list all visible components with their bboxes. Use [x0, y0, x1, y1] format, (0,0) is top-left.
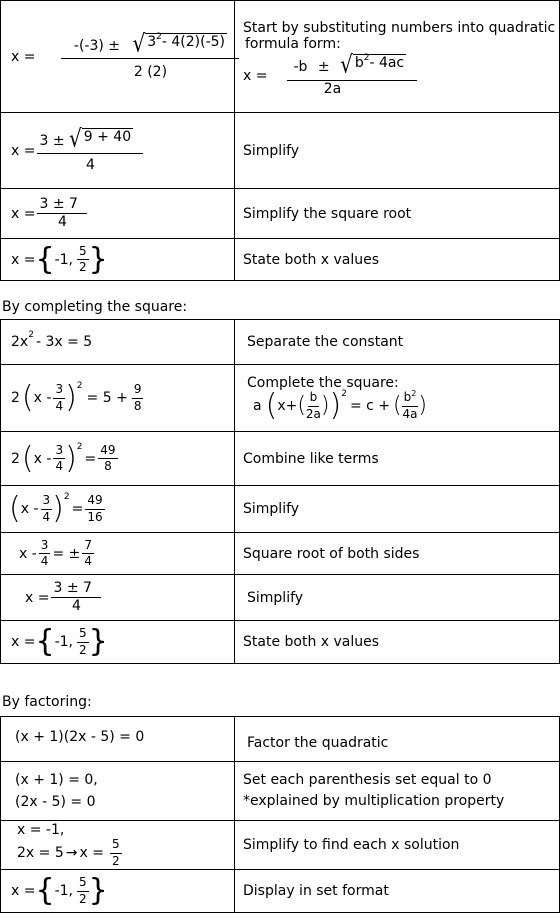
- description-cell: State both x values: [235, 239, 560, 281]
- description-cell: Separate the constant: [235, 320, 560, 365]
- description-cell: Simplify: [235, 113, 560, 189]
- description-text: Set each parenthesis set equal to 0: [243, 772, 492, 788]
- section-heading: By factoring:: [2, 694, 92, 710]
- math-cell: (x + 1) = 0, (2x - 5) = 0: [1, 762, 235, 821]
- description-cell: Simplify: [235, 575, 560, 621]
- math-cell: x = { -1, $\frac{5}{2}$ }: [1, 870, 235, 913]
- table-row: [1, 1, 560, 113]
- table-row: [1, 113, 560, 189]
- table-row: [1, 365, 560, 432]
- description-text: formula form:: [245, 36, 341, 53]
- description-cell: Simplify: [235, 486, 560, 533]
- description-cell: Simplify to find each x solution: [235, 821, 560, 870]
- description-cell: [235, 762, 560, 821]
- quadratic-fraction: -(-3) ± √ $3^2-$ 4(2)(-5) 2 (2): [61, 33, 239, 81]
- table-row: [1, 189, 560, 239]
- math-cell: x = $\frac{3 \pm 7}{4}$: [1, 189, 235, 239]
- table-row: [1, 486, 560, 533]
- table-row: [1, 533, 560, 575]
- math-cell: x = 3 ± √ 9 + 40 4: [1, 113, 235, 189]
- description-cell: Factor the quadratic: [235, 717, 560, 762]
- description-cell: Display in set format: [235, 870, 560, 913]
- math-cell: x = $\frac{3 \pm 7}{4}$: [1, 575, 235, 621]
- math-cell: ( x - $\frac{3}{4}$ ) 2 = $\frac{49}{16}$: [1, 486, 235, 533]
- math-cell: 2 ( x - $\frac{3}{4}$ ) 2 = $\frac{49}{8}$: [1, 432, 235, 486]
- math-cell: (x + 1)(2x - 5) = 0: [1, 717, 235, 762]
- table-row: [1, 621, 560, 664]
- section-heading: By completing the square:: [2, 299, 188, 315]
- formula-reference: x = -b ± √ $b^2-$ 4ac 2a: [243, 54, 559, 97]
- factoring-table: [0, 716, 560, 913]
- description-text: Start by substituting numbers into quadratic: [243, 20, 556, 37]
- table-row: [1, 320, 560, 365]
- description-text: Complete the square:: [247, 375, 399, 391]
- math-cell: x = { -1, $\frac{5}{2}$ }: [1, 239, 235, 281]
- description-cell: Combine like terms: [235, 432, 560, 486]
- table-row: [1, 575, 560, 621]
- table-row: [1, 239, 560, 281]
- table-row: [1, 870, 560, 913]
- arrow-right-icon: →: [65, 845, 78, 861]
- description-cell: [235, 365, 560, 432]
- math-cell: x = -1, 2x = 5 → x = $\frac{5}{2}$: [1, 821, 235, 870]
- math-lhs: x =: [11, 48, 36, 65]
- table-row: [1, 432, 560, 486]
- table-row: [1, 717, 560, 762]
- description-cell: State both x values: [235, 621, 560, 664]
- description-cell: [235, 1, 560, 113]
- math-cell: 2 ( x - $\frac{3}{4}$ ) 2 = 5 + $\frac{9}{8}$: [1, 365, 235, 432]
- completing-square-table: [0, 319, 560, 664]
- table-row: [1, 821, 560, 870]
- math-cell: x - $\frac{3}{4}$ = ± $\frac{7}{4}$: [1, 533, 235, 575]
- math-cell: 2x 2 - 3x = 5: [1, 320, 235, 365]
- description-cell: Square root of both sides: [235, 533, 560, 575]
- description-cell: Simplify the square root: [235, 189, 560, 239]
- math-cell: [1, 1, 235, 113]
- table-row: [1, 762, 560, 821]
- completing-square-formula: a ( x+ ( $\frac{b}{2a}$ ) ) 2 = c + ( $\frac{b^2}{4a}$ ): [253, 388, 427, 423]
- math-cell: x = { -1, $\frac{5}{2}$ }: [1, 621, 235, 664]
- quadratic-formula-table: [0, 0, 560, 281]
- description-text: *explained by multiplication property: [243, 793, 505, 809]
